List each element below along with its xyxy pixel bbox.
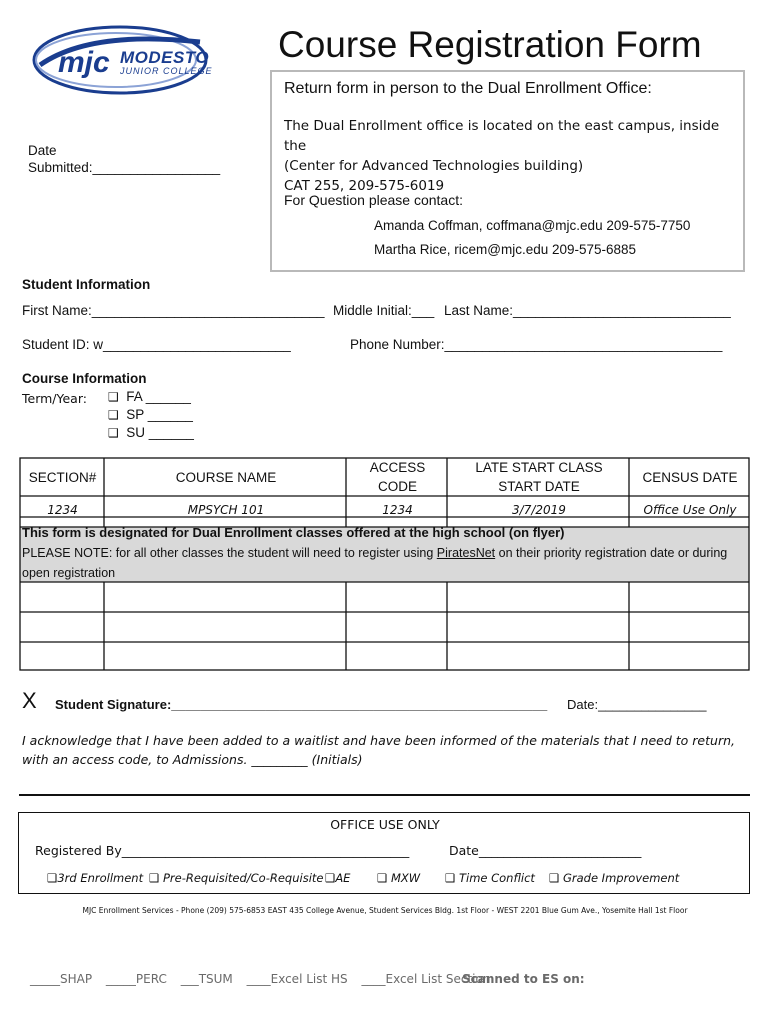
option-ae[interactable] [325,871,350,885]
option-prerequisite[interactable] [149,871,324,885]
option-mxw[interactable] [377,871,420,885]
notice-line1: This form is designated for Dual Enrollment classes offered at the high school (on flyer) [22,525,565,540]
checklist-excel-hs[interactable]: ____Excel List HS [246,972,348,986]
term-sp[interactable] [108,406,194,424]
phone-field[interactable]: Phone Number:_____________________________________ [350,337,723,352]
checklist-shap[interactable]: _____SHAP [30,972,93,986]
contact-amanda: Amanda Coffman, coffmana@mjc.edu 209-575-7750 [374,218,691,233]
office-use-box [18,812,750,894]
acknowledgement-text: I acknowledge that I have been added to a waitlist and have been informed of the materials that I need to return, with an access code, to Admissions. _________ (Initials) [22,733,735,767]
checkbox-icon[interactable]: ❑ [445,871,456,885]
logo-text [120,48,213,76]
header-late-start-2: START DATE [498,479,580,494]
term-su-label: SU ______ [126,425,194,440]
office-location [284,116,743,196]
checkbox-icon[interactable]: ❑ [325,871,336,885]
checkbox-icon[interactable]: ❑ [149,871,160,885]
example-start-date: 3/7/2019 [512,503,566,517]
notice-line2-b: on their priority registration date or during [495,546,728,560]
term-sp-label: SP ______ [126,407,193,422]
checklist-excel-section[interactable]: ____Excel List Section [361,972,491,986]
term-year-label: Term/Year: [22,391,87,406]
date-submitted-field[interactable]: Submitted:_________________ [28,160,221,175]
registered-by-field[interactable]: Registered By______________________________________________ [35,843,410,858]
checklist-tsum[interactable]: ___TSUM [180,972,233,986]
checkbox-icon[interactable]: ❑ [377,871,388,885]
student-info-heading: Student Information [22,277,151,292]
location-line1: The Dual Enrollment office is located on the east campus, inside the [284,118,720,154]
office-checklist [30,972,500,986]
section-divider [19,794,750,796]
office-use-title: OFFICE USE ONLY [330,817,440,832]
question-heading: For Question please contact: [284,192,463,208]
location-line2: (Center for Advanced Technologies building) [284,158,584,174]
student-signature-field[interactable]: Student Signature:____________________________________________________ [55,697,548,712]
signature-date-field[interactable]: Date:_______________ [567,697,707,712]
checkbox-icon[interactable]: ❑ [108,408,119,422]
example-census: Office Use Only [643,503,737,517]
option-time-conflict[interactable] [445,871,535,885]
middle-initial-field[interactable]: Middle Initial:___ [333,303,435,318]
contact-martha: Martha Rice, ricem@mjc.edu 209-575-6885 [374,242,637,257]
piratesnet-link[interactable]: PiratesNet [436,546,496,560]
header-access-code-2: CODE [377,479,417,494]
first-name-field[interactable]: First Name:_______________________________ [22,303,325,318]
notice-line2-a: PLEASE NOTE: for all other classes the student will need to register using [22,546,437,560]
term-fa-label: FA ______ [126,389,191,404]
checkbox-icon[interactable]: ❑ [47,871,58,885]
header-census-date: CENSUS DATE [642,470,738,485]
location-line3: CAT 255, 209-575-6019 [284,178,445,194]
return-heading: Return form in person to the Dual Enrollment Office: [284,80,652,97]
checkbox-icon[interactable]: ❑ [108,390,119,404]
header-course-name: COURSE NAME [175,470,277,485]
example-course-name: MPSYCH 101 [187,503,265,517]
date-submitted[interactable] [28,142,220,176]
option-grade-improvement[interactable] [549,871,679,885]
student-id-field[interactable]: Student ID: w_________________________ [22,337,291,352]
checkbox-icon[interactable]: ❑ [108,426,119,440]
course-entry-rows[interactable] [20,583,750,671]
option-label: AE [335,871,351,885]
date-label: Date [28,143,57,158]
last-name-field[interactable]: Last Name:_____________________________ [444,303,731,318]
scanned-to-es[interactable]: Scanned to ES on: [462,972,585,986]
signature-x-mark: X [22,688,37,713]
dual-enrollment-notice [22,523,750,583]
term-fa[interactable] [108,388,194,406]
header-access-code-1: ACCESS [369,460,426,475]
return-instructions-box [270,70,745,272]
option-label: 3rd Enrollment [57,871,144,885]
notice-line3: open registration [22,566,116,580]
notice-line2 [22,543,750,563]
example-access-code: 1234 [382,503,413,517]
option-label: Pre-Requisited/Co-Requisite [162,871,324,885]
option-label: Grade Improvement [562,871,680,885]
page-title: Course Registration Form [278,24,702,65]
logo-name-line2: JUNIOR COLLEGE [120,66,213,76]
option-label: MXW [390,871,421,885]
enrollment-services-footer: MJC Enrollment Services - Phone (209) 575-6853 EAST 435 College Avenue, Student Services Bldg. 1st Floor - WEST 2201 Blue Gum Ave., Yosemite Hall 1st Floor [82,906,688,915]
example-section: 1234 [47,503,78,517]
logo-name-line1: MODESTO [120,48,210,67]
header-section: SECTION# [28,470,97,485]
header-late-start-1: LATE START CLASS [475,460,603,475]
checklist-perc[interactable]: _____PERC [105,972,167,986]
term-options [108,388,194,442]
option-label: Time Conflict [458,871,535,885]
course-info-heading: Course Information [22,371,147,386]
option-3rd-enrollment[interactable] [47,871,143,885]
term-su[interactable] [108,424,194,442]
logo-mark: mjc [58,46,110,79]
office-date-field[interactable]: Date__________________________ [449,843,642,858]
checkbox-icon[interactable]: ❑ [549,871,560,885]
